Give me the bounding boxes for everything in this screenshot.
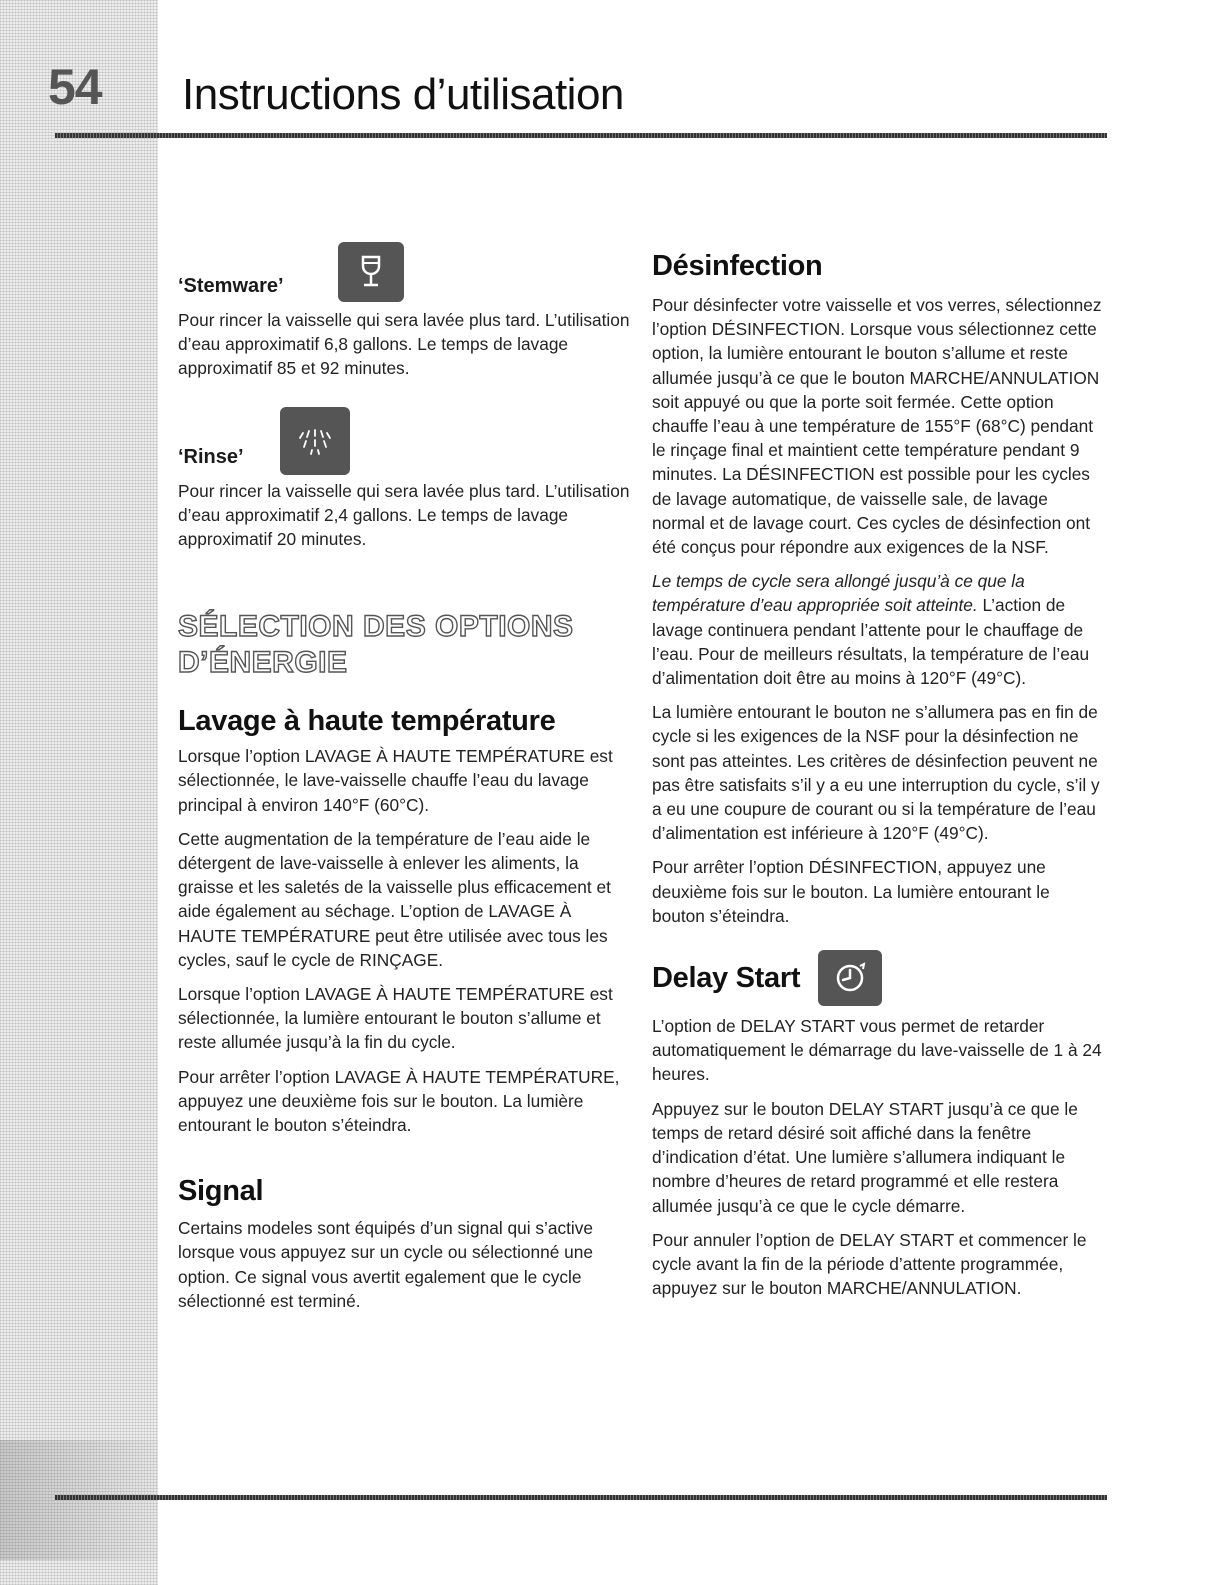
disinfection-p1: Pour désinfecter votre vaisselle et vos verres, sélectionnez l’option DÉSINFECTION. Lorsque vous sélectionnez cette option, la lumière entourant le bouton s’allume et reste allumée jusqu’à ce que le bouton MARCHE/ANNULATION soit appuyé ou que la porte soit fermée. Cette option chauffe l’eau à une température de 155°F (68°C) pendant le rinçage final et maintient cette température pendant 9 minutes. La DÉSINFECTION est possible pour les cycles de lavage automatique, de vaisselle sale, de lavage normal et de lavage court. Ces cycles de désinfection ont été conçus pour répondre aux exigences de la NSF. — [652, 295, 1102, 558]
page-title: Instructions d’utilisation — [182, 70, 624, 119]
high-temp-p4: Pour arrêter l’option LAVAGE À HAUTE TEMPÉRATURE, appuyez une deuxième fois sur le bouton. La lumière entourant le bouton s’éteindra. — [178, 1066, 620, 1136]
rinse-title: ‘Rinse’ — [178, 445, 244, 468]
water-spray-icon — [280, 407, 350, 475]
delay-start-p1: L’option de DELAY START vous permet de retarder automatiquement le démarrage du lave-vaisselle de 1 à 24 heures. — [652, 1016, 1102, 1085]
delay-start-title: Delay Start — [652, 961, 801, 994]
high-temp-p2: Cette augmentation de la température de l’eau aide le détergent de lave-vaisselle à enlever les aliments, la graisse et les saletés de la vaisselle plus efficacement et aide également au séchage. L’option de LAVAGE À HAUTE TEMPÉRATURE peut être utilisée avec tous les cycles, sauf le cycle de RINÇAGE. — [178, 828, 611, 970]
energy-section-title-line2: D’ÉNERGIE — [178, 646, 348, 680]
high-temp-section — [178, 705, 630, 1137]
side-margin-strip — [0, 0, 158, 1585]
disinfection-section — [652, 250, 1104, 928]
stemware-section — [178, 242, 630, 381]
signal-title: Signal — [178, 1175, 264, 1208]
wine-glass-icon — [338, 242, 404, 302]
left-column — [178, 240, 630, 1323]
energy-options-section — [178, 609, 630, 681]
delay-start-p2: Appuyez sur le bouton DELAY START jusqu’à ce que le temps de retard désiré soit affiché dans la fenêtre d’indication d’état. Une lumière s’allumera indiquant le nombre d’heures de retard programmé et elle restera allumée jusqu’à ce que le cycle démarre. — [652, 1098, 1078, 1216]
disinfection-p2-rest: L’action de lavage continuera pendant l’attente pour le chauffage de l’eau. Pour de meilleurs résultats, la température de l’eau d’alimentation doit être au moins à 120°F (49°C). — [652, 595, 1090, 689]
disinfection-p4: Pour arrêter l’option DÉSINFECTION, appuyez une deuxième fois sur le bouton. La lumière entourant le bouton s’éteindra. — [652, 857, 1050, 926]
signal-section — [178, 1175, 630, 1313]
page-number: 54 — [48, 59, 102, 115]
energy-section-title-line1: SÉLECTION DES OPTIONS — [178, 610, 574, 644]
disinfection-p3: La lumière entourant le bouton ne s’allumera pas en fin de cycle si les exigences de la NSF pour la désinfection ne sont pas atteintes. Les critères de désinfection peuvent ne pas être satisfaits s’il y a eu une interruption du cycle, s’il y a eu une coupure de courant ou si la température de l’eau d’alimentation est inférieure à 120°F (49°C). — [652, 702, 1100, 844]
stemware-text: Pour rincer la vaisselle qui sera lavée plus tard. L’utilisation d’eau approximatif 6,8 gallons. Le temps de lavage approximatif 85 et 92 minutes. — [178, 310, 630, 379]
right-column — [652, 250, 1104, 1310]
delay-start-section — [652, 950, 1104, 1300]
high-temp-p1: Lorsque l’option LAVAGE À HAUTE TEMPÉRATURE est sélectionnée, le lave-vaisselle chauffe l’eau du lavage principal à environ 140°F (60°C). — [178, 746, 613, 815]
rinse-text: Pour rincer la vaisselle qui sera lavée plus tard. L’utilisation d’eau approximatif 2,4 gallons. Le temps de lavage approximatif 20 minutes. — [178, 480, 630, 550]
header-divider — [55, 133, 1107, 138]
high-temp-title: Lavage à haute température — [178, 705, 556, 738]
delay-start-p3: Pour annuler l’option de DELAY START et commencer le cycle avant la fin de la période d’attente programmée, appuyez sur le bouton MARCHE/ANNULATION. — [652, 1229, 1087, 1299]
rinse-section — [178, 407, 630, 552]
signal-text: Certains modeles sont équipés d’un signal qui s’active lorsque vous appuyez sur un cycle ou sélectionné une option. Ce signal vous avertit egalement que le cycle sélectionné est terminé. — [178, 1218, 594, 1311]
stemware-title: ‘Stemware’ — [178, 275, 284, 297]
high-temp-p3: Lorsque l’option LAVAGE À HAUTE TEMPÉRATURE est sélectionnée, la lumière entourant le bouton s’allume et reste allumée jusqu’à la fin du cycle. — [178, 984, 613, 1053]
disinfection-p2-italic: Le temps de cycle sera allongé jusqu’à ce que la température d’eau appropriée soit atteinte. — [652, 571, 1025, 616]
footer-divider — [55, 1495, 1107, 1500]
disinfection-p2 — [652, 569, 1104, 690]
clock-icon — [818, 950, 882, 1006]
disinfection-title: Désinfection — [652, 250, 823, 282]
